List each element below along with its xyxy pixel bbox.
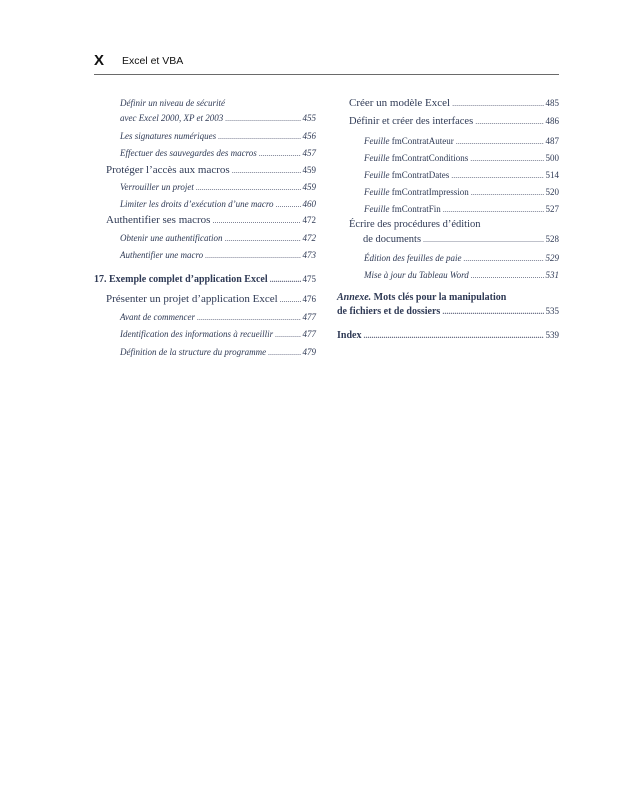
toc-page-number: 472 — [302, 233, 316, 243]
toc-entry-1-line1: Définir un niveau de sécurité — [120, 98, 225, 108]
toc-entry-9[interactable] — [120, 250, 316, 260]
leader-dots — [442, 307, 543, 316]
toc-page-number: 539 — [545, 330, 559, 340]
leader-dots — [270, 275, 301, 284]
toc-entry-label: Mise à jour du — [364, 270, 417, 280]
toc-entry-label-object: Tableau Word — [419, 270, 469, 280]
toc-entry-label: avec Excel 2000, XP et 2003 — [120, 113, 224, 123]
toc-chapter-17[interactable] — [94, 274, 316, 285]
toc-page-number: 528 — [545, 234, 559, 244]
toc-page-number: 456 — [302, 131, 316, 141]
toc-entry-r2[interactable] — [349, 116, 559, 127]
toc-entry-label: fmContratFin — [391, 204, 441, 214]
toc-entry-label: Avant de commencer — [120, 312, 195, 322]
book-title: Excel et VBA — [122, 55, 184, 67]
leader-dots — [225, 114, 300, 123]
toc-page-number: 487 — [545, 136, 559, 146]
leader-dots — [363, 331, 543, 340]
leader-dots — [471, 271, 544, 280]
toc-entry-label: Les signatures numériques — [120, 131, 217, 141]
toc-entry-label: Verrouiller un projet — [120, 182, 194, 192]
toc-page-number: 527 — [545, 204, 559, 214]
toc-entry-label: Protéger l’accès aux macros — [106, 164, 230, 176]
toc-entry-prefix: Feuille — [364, 136, 390, 146]
leader-dots — [423, 235, 543, 244]
page-number: X — [94, 52, 105, 69]
toc-page-number: 459 — [302, 182, 316, 192]
toc-entry-8[interactable] — [120, 233, 316, 243]
leader-dots — [259, 149, 301, 158]
toc-entry-r8-line1: Écrire des procédures d’édition — [349, 219, 481, 230]
toc-entry-label: Authentifier ses macros — [106, 214, 211, 226]
leader-dots — [280, 295, 301, 304]
toc-page-number: 475 — [302, 274, 316, 284]
toc-page-number: 476 — [302, 294, 316, 304]
toc-entry-prefix: Feuille — [364, 153, 390, 163]
leader-dots — [475, 117, 543, 126]
toc-entry-label: fmContratConditions — [391, 153, 469, 163]
leader-dots — [205, 251, 300, 260]
toc-page-number: 520 — [545, 187, 559, 197]
toc-entry-label: fmContratImpression — [391, 187, 469, 197]
toc-entry-3[interactable] — [120, 148, 316, 158]
toc-entry-label: Édition des feuilles de paie — [364, 253, 462, 263]
toc-page-number: 455 — [302, 113, 316, 123]
toc-entry-r3[interactable] — [364, 136, 559, 146]
leader-dots — [471, 188, 544, 197]
toc-entry-r10[interactable] — [364, 270, 559, 280]
toc-entry-12[interactable] — [120, 329, 316, 339]
toc-entry-7[interactable] — [106, 214, 316, 226]
leader-dots — [275, 330, 300, 339]
toc-chapter-label: 17. Exemple complet d’application Excel — [94, 274, 268, 285]
leader-dots — [451, 171, 543, 180]
leader-dots — [470, 154, 543, 163]
toc-page-number: 477 — [302, 329, 316, 339]
toc-page-number: 459 — [302, 165, 316, 175]
toc-entry-label: Obtenir une authentification — [120, 233, 223, 243]
toc-entry-10[interactable] — [106, 293, 316, 305]
toc-entry-11[interactable] — [120, 312, 316, 322]
toc-page-number: 514 — [545, 170, 559, 180]
leader-dots — [225, 234, 301, 243]
annexe-title: Mots clés pour la manipulation — [373, 292, 507, 303]
toc-entry-prefix: Feuille — [364, 170, 390, 180]
toc-entry-prefix: Feuille — [364, 204, 390, 214]
leader-dots — [443, 205, 544, 214]
toc-page-number: 457 — [302, 148, 316, 158]
toc-page-number: 477 — [302, 312, 316, 322]
toc-entry-label: Authentifier une macro — [120, 250, 204, 260]
toc-entry-r6[interactable] — [364, 187, 559, 197]
leader-dots — [463, 254, 543, 263]
toc-entry-label: fmContratDates — [391, 170, 450, 180]
toc-entry-r4[interactable] — [364, 153, 559, 163]
toc-entry-label: fmContratAuteur — [391, 136, 454, 146]
annexe-prefix: Annexe. — [337, 292, 372, 303]
leader-dots — [456, 137, 544, 146]
toc-page-number: 529 — [545, 253, 559, 263]
leader-dots — [218, 132, 300, 141]
toc-entry-2[interactable] — [120, 131, 316, 141]
toc-entry-label: de fichiers et de dossiers — [337, 306, 441, 317]
toc-entry-label: de documents — [363, 234, 422, 245]
toc-entry-label: Identification des informations à recueillir — [120, 329, 274, 339]
toc-page-number: 473 — [302, 250, 316, 260]
toc-entry-label: Créer un modèle Excel — [349, 97, 451, 109]
toc-page-number: 500 — [545, 153, 559, 163]
toc-entry-r1[interactable] — [349, 97, 559, 109]
leader-dots — [196, 183, 301, 192]
toc-entry-r9[interactable] — [364, 253, 559, 263]
toc-entry-label: Présenter un projet d’application Excel — [106, 293, 278, 305]
toc-index[interactable] — [337, 330, 559, 341]
leader-dots — [232, 166, 301, 175]
leader-dots — [268, 348, 300, 357]
toc-entry-5[interactable] — [120, 182, 316, 192]
page-header — [94, 52, 559, 75]
toc-entry-4[interactable] — [106, 164, 316, 176]
toc-entry-label: Définir et créer des interfaces — [349, 116, 474, 127]
toc-page-number: 531 — [545, 270, 559, 280]
toc-entry-r8[interactable] — [363, 234, 559, 245]
toc-entry-r7[interactable] — [364, 204, 559, 214]
toc-page-number: 485 — [545, 98, 559, 108]
leader-dots — [197, 313, 301, 322]
toc-entry-label: Index — [337, 330, 362, 341]
toc-annexe[interactable] — [337, 306, 559, 317]
leader-dots — [212, 216, 300, 225]
toc-entry-13[interactable] — [120, 347, 316, 357]
toc-entry-prefix: Feuille — [364, 187, 390, 197]
toc-page-number: 535 — [545, 306, 559, 316]
leader-dots — [276, 200, 301, 209]
toc-entry-label: Limiter les droits d’exécution d’une macro — [120, 199, 274, 209]
toc-page-number: 472 — [302, 215, 316, 225]
leader-dots — [452, 99, 543, 108]
toc-page-number: 479 — [302, 347, 316, 357]
toc-entry-label: Effectuer des sauvegardes des macros — [120, 148, 257, 158]
toc-page-number: 460 — [302, 199, 316, 209]
toc-entry-6[interactable] — [120, 199, 316, 209]
toc-annexe-line1 — [337, 292, 506, 303]
toc-entry-label: Définition de la structure du programme — [120, 347, 267, 357]
toc-page-number: 486 — [545, 116, 559, 126]
toc-entry-r5[interactable] — [364, 170, 559, 180]
toc-entry-1[interactable] — [120, 113, 316, 123]
